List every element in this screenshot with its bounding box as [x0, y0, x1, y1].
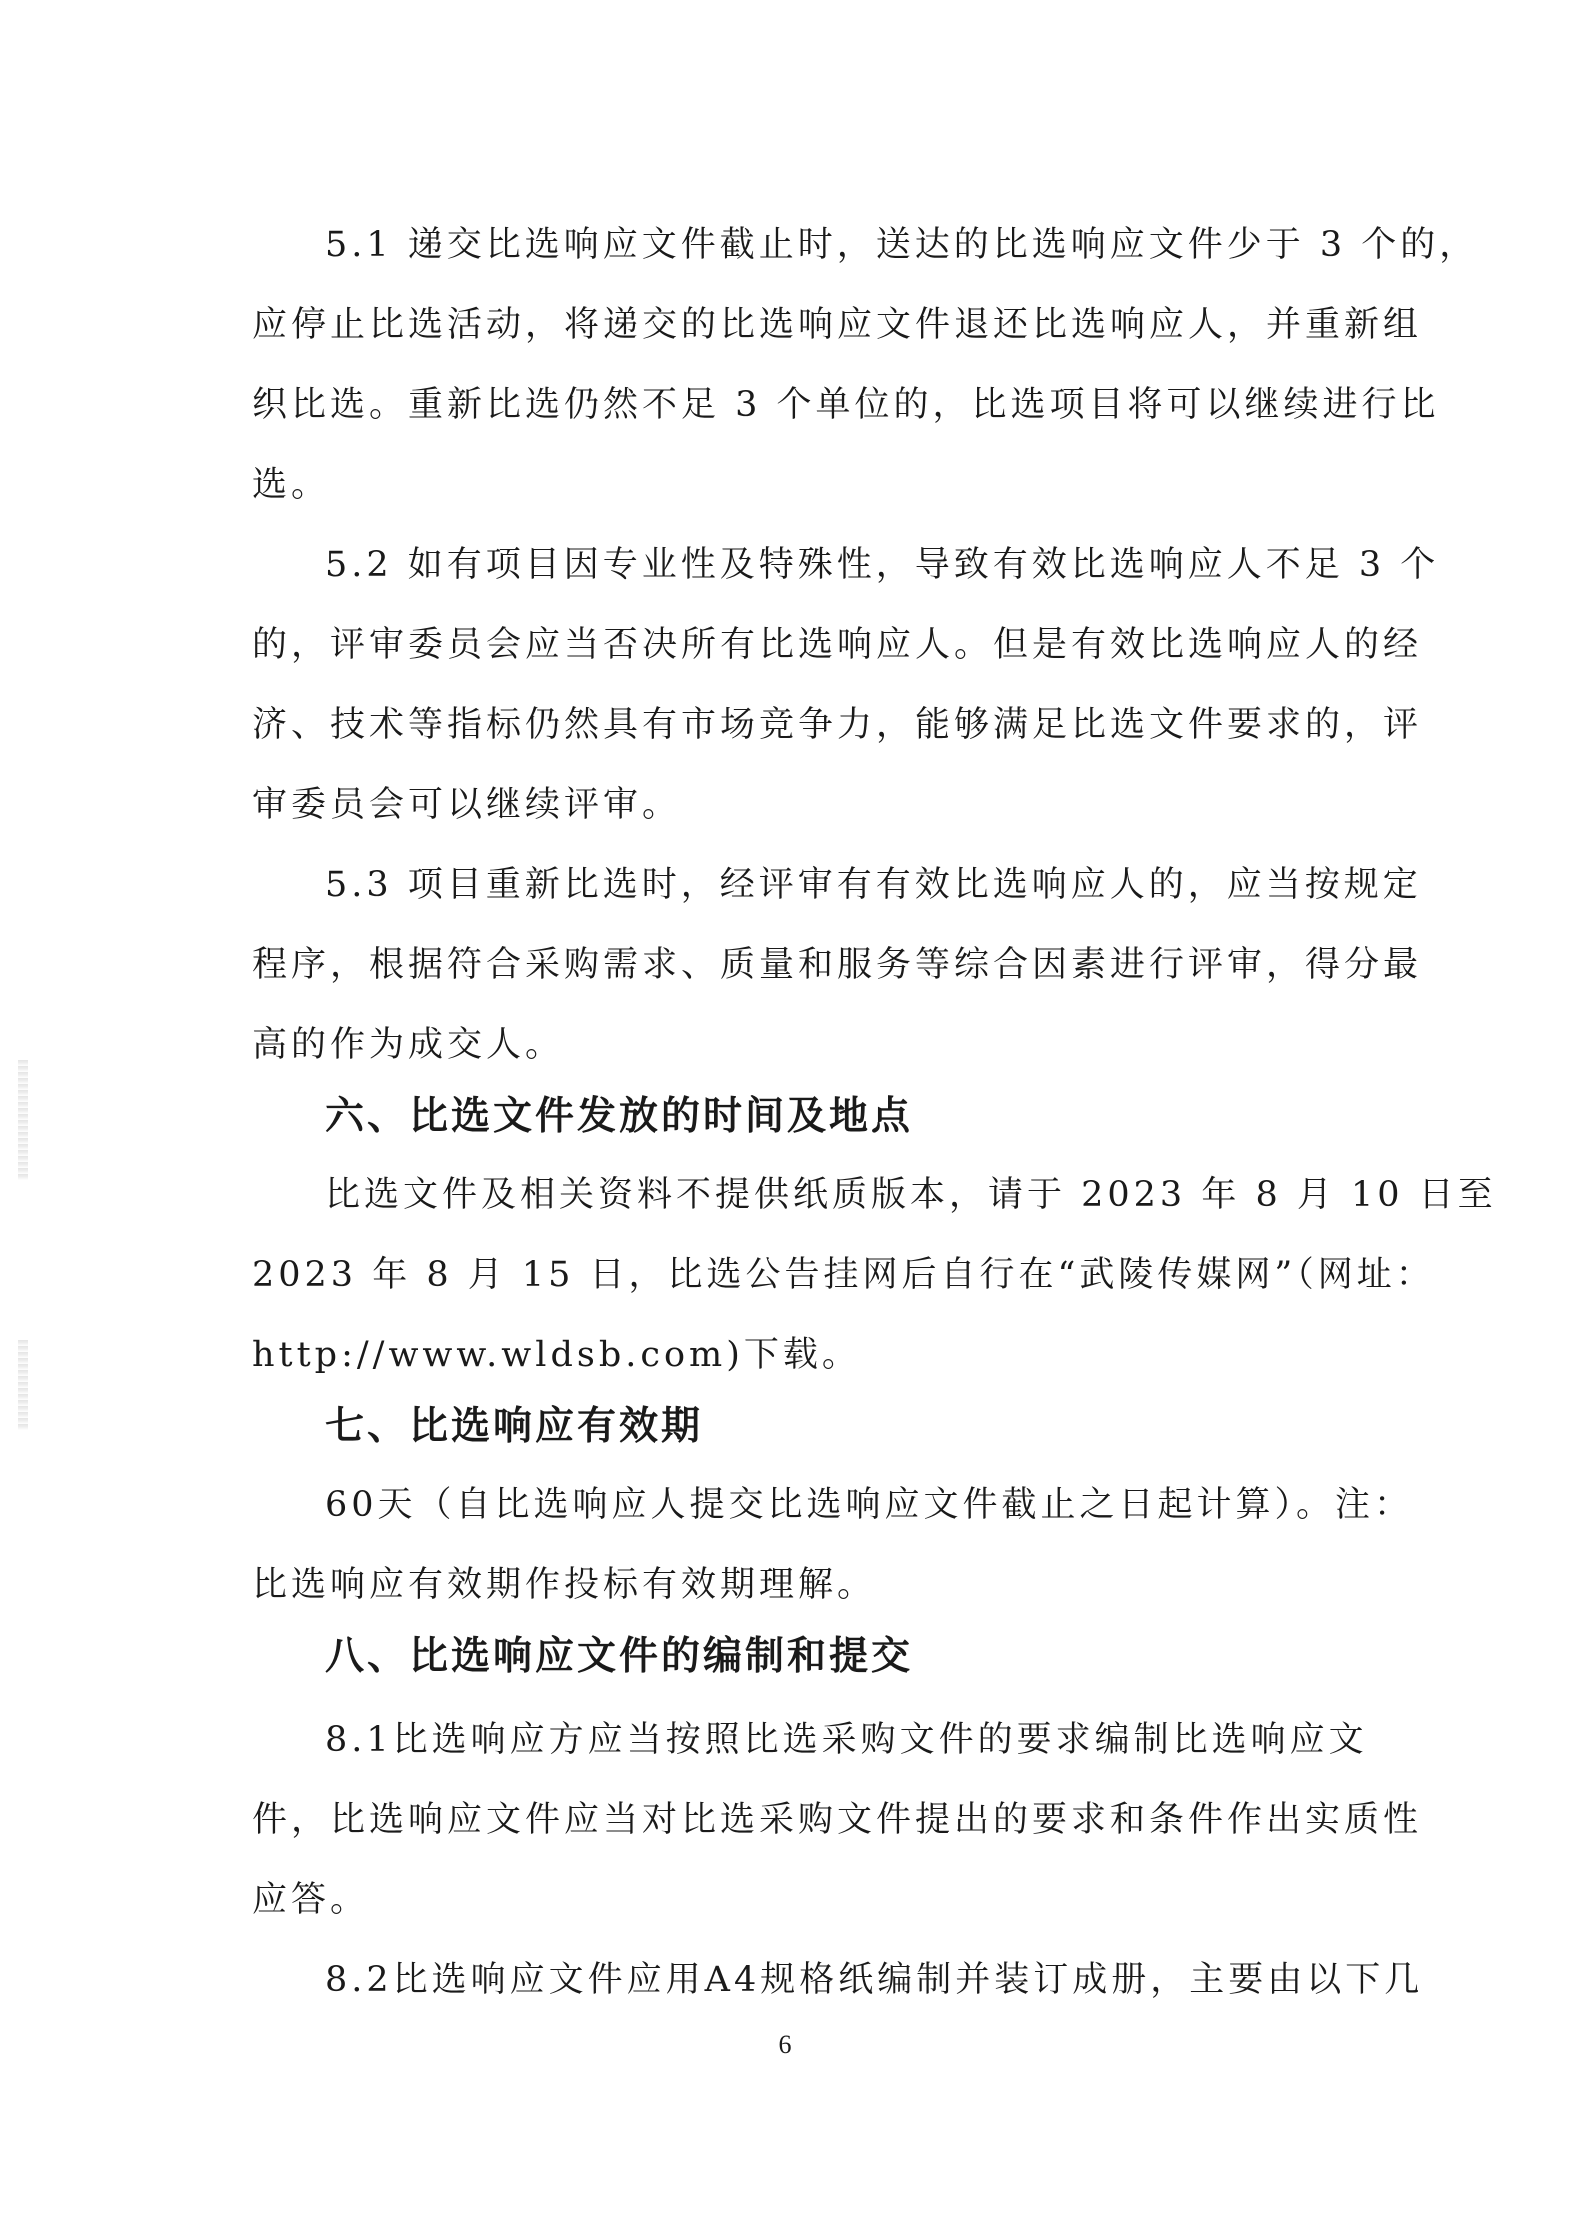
section-heading: 八、比选响应文件的编制和提交 — [325, 1634, 914, 1679]
paragraph-line: 审委员会可以继续评审。 — [252, 785, 682, 825]
paragraph-line: 60天（自比选响应人提交比选响应文件截止之日起计算）。注： — [325, 1485, 1414, 1525]
paragraph-line: 应停止比选活动，将递交的比选响应文件退还比选响应人，并重新组 — [252, 305, 1423, 345]
paragraph-line: 件，比选响应文件应当对比选采购文件提出的要求和条件作出实质性 — [252, 1800, 1423, 1840]
paragraph-line: 高的作为成交人。 — [252, 1025, 565, 1065]
paragraph-line: 选。 — [252, 465, 331, 505]
paragraph-line: 织比选。重新比选仍然不足 3 个单位的，比选项目将可以继续进行比 — [252, 385, 1440, 425]
paragraph-line: 2023 年 8 月 15 日，比选公告挂网后自行在“武陵传媒网”（网址： — [252, 1255, 1435, 1295]
paragraph-line: 比选响应有效期作投标有效期理解。 — [252, 1565, 877, 1605]
paragraph-line: 5.2 如有项目因专业性及特殊性，导致有效比选响应人不足 3 个 — [325, 545, 1440, 585]
paragraph-line: 程序，根据符合采购需求、质量和服务等综合因素进行评审，得分最 — [252, 945, 1423, 985]
section-heading: 六、比选文件发放的时间及地点 — [325, 1094, 914, 1139]
scan-edge-mark — [18, 1060, 28, 1180]
paragraph-line: 济、技术等指标仍然具有市场竞争力，能够满足比选文件要求的，评 — [252, 705, 1423, 745]
paragraph-line: 5.1 递交比选响应文件截止时，送达的比选响应文件少于 3 个的， — [325, 225, 1479, 265]
paragraph-line: 5.3 项目重新比选时，经评审有有效比选响应人的，应当按规定 — [325, 865, 1422, 905]
paragraph-line: 的，评审委员会应当否决所有比选响应人。但是有效比选响应人的经 — [252, 625, 1423, 665]
section-heading: 七、比选响应有效期 — [325, 1404, 704, 1449]
paragraph-line: 比选文件及相关资料不提供纸质版本，请于 2023 年 8 月 10 日至 — [325, 1175, 1497, 1215]
paragraph-line: 应答。 — [252, 1880, 370, 1920]
paragraph-line: http://www.wldsb.com)下载。 — [252, 1335, 861, 1375]
paragraph-line: 8.1比选响应方应当按照比选采购文件的要求编制比选响应文 — [325, 1720, 1368, 1760]
paragraph-line: 8.2比选响应文件应用A4规格纸编制并装订成册，主要由以下几 — [325, 1960, 1424, 2000]
scan-edge-mark — [18, 1340, 28, 1430]
page-number: 6 — [778, 2030, 792, 2059]
